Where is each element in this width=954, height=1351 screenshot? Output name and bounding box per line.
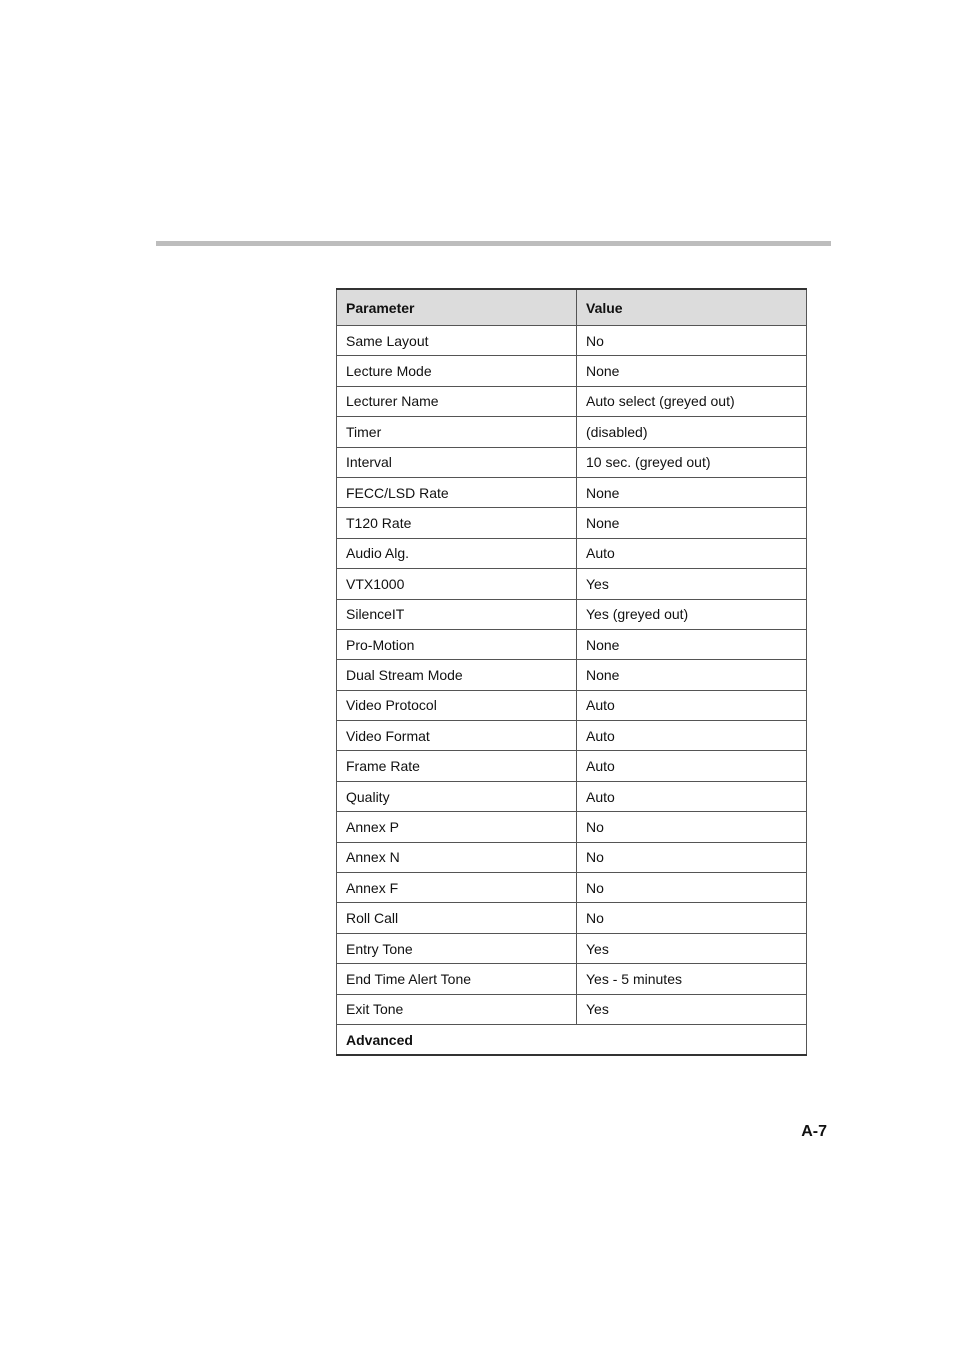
parameter-cell: T120 Rate: [337, 508, 577, 538]
table-row: [337, 417, 807, 447]
parameters-table: [336, 288, 807, 1056]
parameter-cell: Same Layout: [337, 326, 577, 356]
header-value: Value: [577, 289, 807, 326]
table-row: [337, 356, 807, 386]
parameter-cell: End Time Alert Tone: [337, 964, 577, 994]
parameter-cell: Pro-Motion: [337, 629, 577, 659]
table-row: [337, 842, 807, 872]
value-cell: No: [577, 326, 807, 356]
table-row: [337, 903, 807, 933]
table-row: [337, 690, 807, 720]
parameter-cell: Annex P: [337, 812, 577, 842]
parameter-cell: Video Protocol: [337, 690, 577, 720]
table-row: [337, 326, 807, 356]
value-cell: None: [577, 660, 807, 690]
value-cell: Auto: [577, 690, 807, 720]
value-cell: Auto: [577, 721, 807, 751]
value-cell: None: [577, 629, 807, 659]
table-row: [337, 721, 807, 751]
parameter-cell: Lecture Mode: [337, 356, 577, 386]
value-cell: Yes: [577, 569, 807, 599]
table-row: [337, 964, 807, 994]
parameter-cell: Annex F: [337, 873, 577, 903]
table-row: [337, 751, 807, 781]
parameter-cell: Video Format: [337, 721, 577, 751]
table-row: [337, 599, 807, 629]
table-row: [337, 569, 807, 599]
table-row: [337, 447, 807, 477]
value-cell: Yes: [577, 933, 807, 963]
value-cell: No: [577, 842, 807, 872]
value-cell: Auto select (greyed out): [577, 386, 807, 416]
parameter-cell: VTX1000: [337, 569, 577, 599]
table-row: [337, 508, 807, 538]
value-cell: Yes: [577, 994, 807, 1024]
parameter-cell: FECC/LSD Rate: [337, 477, 577, 507]
table-row: [337, 933, 807, 963]
table-row: [337, 660, 807, 690]
table-row: [337, 994, 807, 1024]
value-cell: Yes - 5 minutes: [577, 964, 807, 994]
parameter-cell: Frame Rate: [337, 751, 577, 781]
value-cell: 10 sec. (greyed out): [577, 447, 807, 477]
header-rule: [156, 241, 831, 246]
table-row: [337, 781, 807, 811]
value-cell: No: [577, 903, 807, 933]
parameter-cell: Annex N: [337, 842, 577, 872]
value-cell: No: [577, 873, 807, 903]
table-row: [337, 538, 807, 568]
parameter-cell: Roll Call: [337, 903, 577, 933]
page-number: A-7: [801, 1123, 827, 1140]
value-cell: No: [577, 812, 807, 842]
table-row: [337, 477, 807, 507]
value-cell: (disabled): [577, 417, 807, 447]
parameter-cell: Timer: [337, 417, 577, 447]
table-header-row: [337, 289, 807, 326]
value-cell: Auto: [577, 538, 807, 568]
table-row: [337, 873, 807, 903]
value-cell: None: [577, 508, 807, 538]
value-cell: Auto: [577, 781, 807, 811]
parameter-cell: Interval: [337, 447, 577, 477]
parameter-cell: Entry Tone: [337, 933, 577, 963]
value-cell: Auto: [577, 751, 807, 781]
value-cell: None: [577, 477, 807, 507]
value-cell: Yes (greyed out): [577, 599, 807, 629]
parameter-cell: Exit Tone: [337, 994, 577, 1024]
header-parameter: Parameter: [337, 289, 577, 326]
parameter-cell: Quality: [337, 781, 577, 811]
parameter-cell: Dual Stream Mode: [337, 660, 577, 690]
value-cell: None: [577, 356, 807, 386]
table-row: [337, 629, 807, 659]
parameter-cell: Audio Alg.: [337, 538, 577, 568]
table-row: [337, 812, 807, 842]
parameter-cell: Lecturer Name: [337, 386, 577, 416]
advanced-section-row: [337, 1024, 807, 1055]
advanced-section-label: Advanced: [337, 1024, 807, 1055]
parameter-cell: SilenceIT: [337, 599, 577, 629]
table-row: [337, 386, 807, 416]
